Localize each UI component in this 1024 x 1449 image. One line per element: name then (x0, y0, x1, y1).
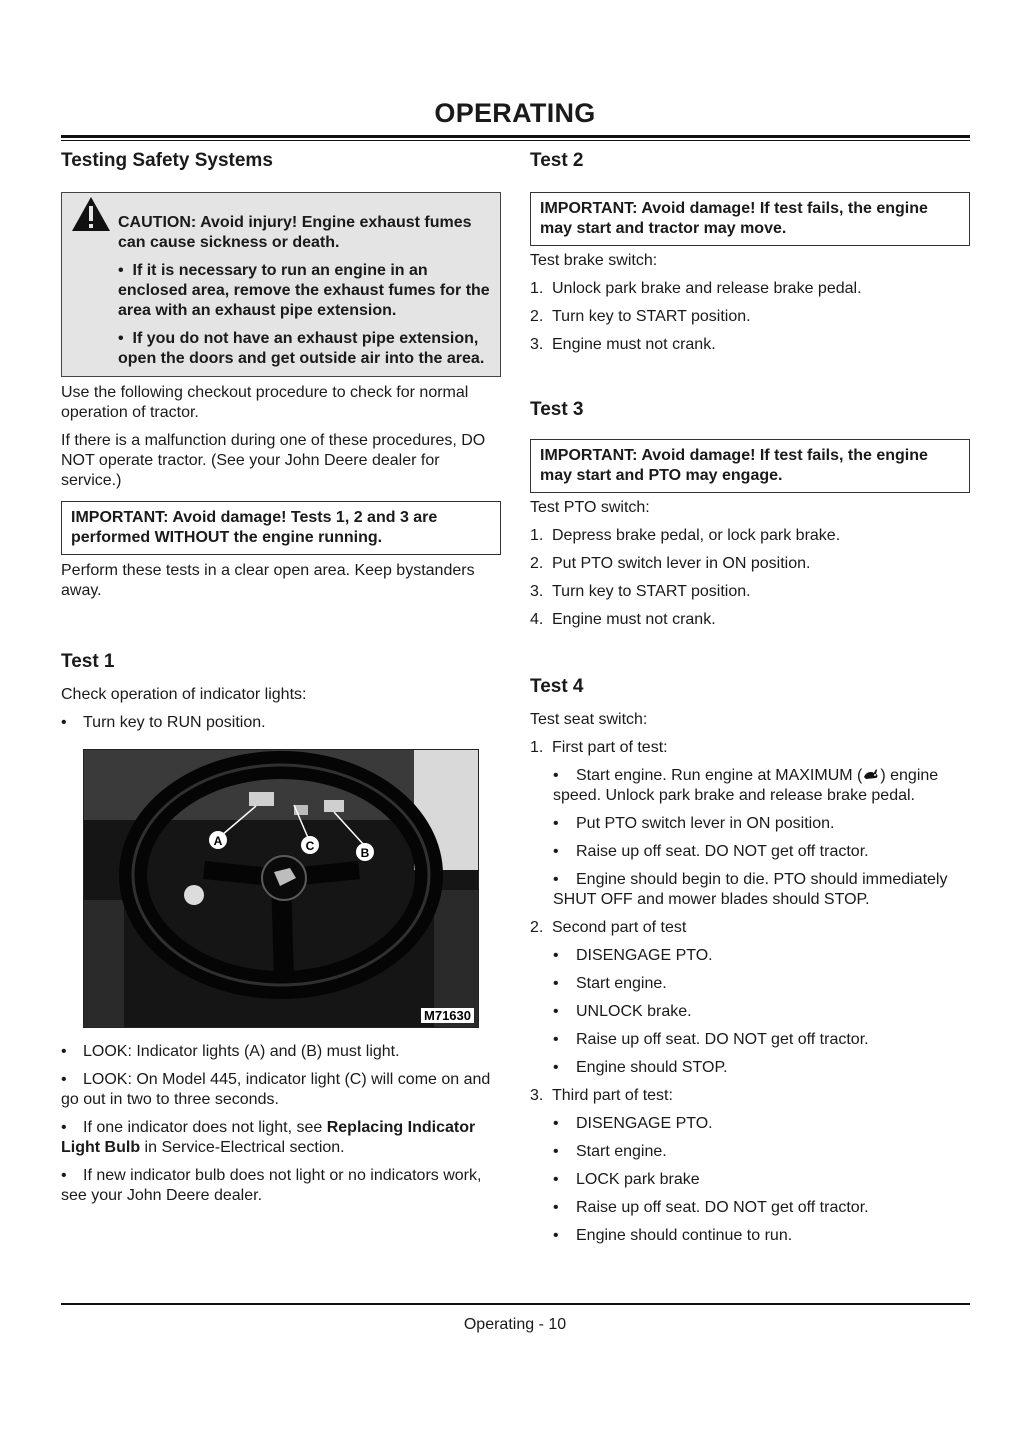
sub-bullet-item: • Start engine. Run engine at MAXIMUM ( ) engine speed. Unlock park brake and release brake pedal. (553, 767, 939, 804)
caution-box (61, 192, 501, 377)
step-item: 2. Second part of test (530, 919, 687, 936)
bullet-text: Engine should continue to run. (576, 1227, 793, 1244)
important-box: IMPORTANT: Avoid damage! Tests 1, 2 and 3 are performed WITHOUT the engine running. (61, 501, 501, 555)
right-column (530, 148, 970, 1246)
sub-bullet-item: • DISENGAGE PTO. (553, 1115, 713, 1132)
caution-item: • If you do not have an exhaust pipe extension, open the doors and get outside air into the area. (118, 330, 485, 367)
step-item: 1. First part of test: (530, 739, 668, 756)
step-item: 3. Third part of test: (530, 1087, 673, 1104)
sub-bullet-item: • LOCK park brake (553, 1171, 700, 1188)
bullet-text: Raise up off seat. DO NOT get off tractor. (576, 1199, 869, 1216)
sub-bullet-item: • Engine should begin to die. PTO should immediately SHUT OFF and mower blades should STOP. (553, 871, 948, 908)
step-item: 3. Engine must not crank. (530, 336, 716, 353)
sub-bullet-item: • Raise up off seat. DO NOT get off tractor. (553, 1199, 869, 1216)
important-box: IMPORTANT: Avoid damage! If test fails, the engine may start and tractor may move. (530, 192, 970, 246)
figure-code: M71630 (421, 1008, 474, 1023)
bullet-text: Start engine. Run engine at MAXIMUM ( (576, 767, 863, 784)
test4-intro: Test seat switch: (530, 711, 648, 728)
sub-bullet-item: • DISENGAGE PTO. (553, 947, 713, 964)
steering-wheel-figure (83, 749, 479, 1028)
bullet-text: ) engine speed. Unlock park brake and release brake pedal. (553, 767, 939, 804)
sub-bullet-item: • Put PTO switch lever in ON position. (553, 815, 835, 832)
test4-heading: Test 4 (530, 676, 584, 697)
bullet-item: • If one indicator does not light, see Replacing Indicator Light Bulb in Service-Electrical section. (61, 1119, 476, 1156)
bullet-text: If one indicator does not light, see (83, 1119, 327, 1136)
sub-bullet-item: • Engine should STOP. (553, 1059, 728, 1076)
bullet-text: Raise up off seat. DO NOT get off tractor. (576, 1031, 869, 1048)
sub-bullet-item: • Raise up off seat. DO NOT get off tractor. (553, 1031, 869, 1048)
bullet-text: Put PTO switch lever in ON position. (576, 815, 835, 832)
bullet-text: DISENGAGE PTO. (576, 947, 713, 964)
bullet-text: UNLOCK brake. (576, 1003, 692, 1020)
sub-bullet-item: • Start engine. (553, 1143, 667, 1160)
bullet-item: • LOOK: Indicator lights (A) and (B) must light. (61, 1043, 400, 1060)
callout-a: A (213, 834, 223, 848)
step-text: Engine must not crank. (552, 611, 716, 628)
bullet-text: Engine should STOP. (576, 1059, 728, 1076)
caution-item-text: If you do not have an exhaust pipe extension, open the doors and get outside air into the area. (118, 330, 485, 367)
paragraph: Use the following checkout procedure to check for normal operation of tractor. (61, 384, 469, 421)
step-item: 4. Engine must not crank. (530, 611, 716, 628)
callout-c: C (305, 839, 315, 853)
test3-heading: Test 3 (530, 399, 584, 420)
header-rule (61, 135, 970, 138)
step-item: 1. Unlock park brake and release brake pedal. (530, 280, 862, 297)
bullet-text: LOOK: On Model 445, indicator light (C) will come on and go out in two to three seconds. (61, 1071, 491, 1108)
step-text: Third part of test: (552, 1087, 673, 1104)
step-text: Unlock park brake and release brake pedal. (552, 280, 862, 297)
step-item: 3. Turn key to START position. (530, 583, 751, 600)
bullet-text: in Service-Electrical section. (140, 1139, 345, 1156)
sub-bullet-item: • Raise up off seat. DO NOT get off tractor. (553, 843, 869, 860)
footer-rule (61, 1303, 970, 1305)
step-text: First part of test: (552, 739, 668, 756)
paragraph: If there is a malfunction during one of these procedures, DO NOT operate tractor. (See your John Deere dealer for service.) (61, 432, 486, 489)
caution-text: CAUTION: Avoid injury! Engine exhaust fumes can cause sickness or death. (118, 214, 472, 251)
test1-intro: Check operation of indicator lights: (61, 686, 307, 703)
bullet-text: If new indicator bulb does not light or no indicators work, see your John Deere dealer. (61, 1167, 482, 1204)
test2-heading: Test 2 (530, 150, 584, 171)
sub-bullet-item: • Engine should continue to run. (553, 1227, 793, 1244)
step-text: Turn key to START position. (552, 308, 751, 325)
step-text: Put PTO switch lever in ON position. (552, 555, 811, 572)
bullet-text: Raise up off seat. DO NOT get off tractor. (576, 843, 869, 860)
header-rule-thin (61, 140, 970, 141)
left-column (61, 148, 501, 1206)
step-text: Depress brake pedal, or lock park brake. (552, 527, 841, 544)
bullet-item: • If new indicator bulb does not light or no indicators work, see your John Deere dealer. (61, 1167, 482, 1204)
caution-item-text: If it is necessary to run an engine in an enclosed area, remove the exhaust fumes for the area with an exhaust pipe extension. (118, 262, 490, 319)
bullet-text: LOOK: Indicator lights (A) and (B) must light. (83, 1043, 400, 1060)
page-footer: Operating - 10 (463, 1316, 567, 1333)
page-title: OPERATING (434, 98, 596, 128)
bullet-text: Engine should begin to die. PTO should immediately SHUT OFF and mower blades should STOP. (553, 871, 948, 908)
sub-bullet-item: • UNLOCK brake. (553, 1003, 692, 1020)
bullet-text: Start engine. (576, 1143, 667, 1160)
step-text: Engine must not crank. (552, 336, 716, 353)
bullet-text: Start engine. (576, 975, 667, 992)
callout-b: B (360, 846, 370, 860)
bullet-bold-reference: Replacing Indicator Light Bulb (61, 1119, 476, 1156)
test2-intro: Test brake switch: (530, 252, 658, 269)
caution-item: • If it is necessary to run an engine in an enclosed area, remove the exhaust fumes for the area with an exhaust pipe extension. (118, 262, 490, 319)
bullet-text: DISENGAGE PTO. (576, 1115, 713, 1132)
step-item: 2. Turn key to START position. (530, 308, 751, 325)
step-text: Second part of test (552, 919, 687, 936)
rabbit-icon (862, 766, 880, 782)
bullet-item: • LOOK: On Model 445, indicator light (C) will come on and go out in two to three seconds. (61, 1071, 491, 1108)
step-text: Turn key to START position. (552, 583, 751, 600)
test3-intro: Test PTO switch: (530, 499, 650, 516)
bullet-text: Turn key to RUN position. (83, 714, 266, 731)
dashboard-illustration (84, 750, 478, 1027)
bullet-item: • Turn key to RUN position. (61, 714, 266, 731)
test1-heading: Test 1 (61, 651, 115, 672)
bullet-text: LOCK park brake (576, 1171, 700, 1188)
sub-bullet-item: • Start engine. (553, 975, 667, 992)
important-box: IMPORTANT: Avoid damage! If test fails, the engine may start and PTO may engage. (530, 439, 970, 493)
section-heading: Testing Safety Systems (61, 150, 273, 171)
step-item: 1. Depress brake pedal, or lock park brake. (530, 527, 841, 544)
warning-icon (70, 195, 112, 233)
step-item: 2. Put PTO switch lever in ON position. (530, 555, 811, 572)
paragraph: Perform these tests in a clear open area. Keep bystanders away. (61, 562, 475, 599)
